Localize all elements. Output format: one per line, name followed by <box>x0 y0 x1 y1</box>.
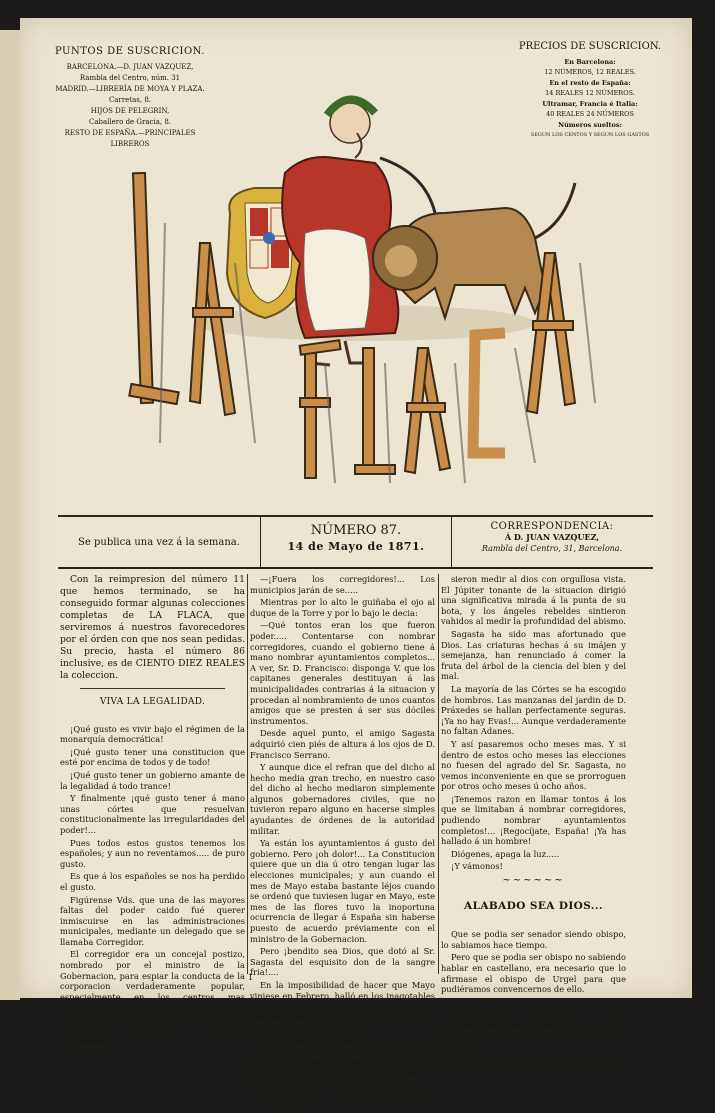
paragraph: Y finalmente ¡qué gusto tener á mano unas córtes que resuelvan constitucionalmente las irregularidades del poder!... <box>60 793 245 835</box>
paragraph: Es que á los españoles se nos ha perdido el gusto. <box>60 871 245 892</box>
newspaper-page <box>20 18 692 1111</box>
paragraph: Vanamente los cimbrios (Martos á la cabeza) qui- <box>250 1089 435 1111</box>
paragraph: Pero ¡bendito sea Dios, que dotó al Sr. Sagasta del esquisito don de la sangre fria!.... <box>250 946 435 978</box>
correspondence-title: CORRESPONDENCIA: <box>490 521 614 532</box>
issue-number: NÚMERO 87. <box>310 523 402 538</box>
adjacent-page-edge <box>0 30 20 1000</box>
price-line: Números sueltos: <box>558 120 622 129</box>
sub-line: Rambla del Centro, núm. 31 <box>79 74 181 82</box>
sub-line: BARCELONA.—D. JUAN VAZQUEZ, <box>66 63 194 71</box>
paragraph: Sagasta ha sido mas afortunado que Dios. Las criaturas hechas á su imájen y semejanza, han renunciado á comer la fruta del árbol de la ciencia del bien y del mal. <box>441 628 626 682</box>
sub-line: Carretas, 8. <box>108 96 152 104</box>
paragraph: Cambia el régimen político de España, y cata ahí al celebérrimo D. Práxedes esclamando: <box>60 1015 245 1047</box>
paragraph: Desde aquel punto, el amigo Sagasta adquirió cien piés de altura á los ojos de D. Francisco Serrano. <box>250 728 435 760</box>
paragraph: Diógenes, apaga la luz..... <box>451 848 560 859</box>
price-line: Ultramar, Francia é Italia: <box>542 99 638 108</box>
masthead-illustration <box>105 63 605 483</box>
paragraph: Ya están los ayuntamientos á gusto del gobierno. Pero ¡oh dolor!... La Constitucion quiere que un dia ú otro tengan lugar las elecciones municipales; y aun cuando el mes de Mayo estaba bastante léjos cuando se ordenó que tuviesen lugar en Mayo, este mes de las flores tuvo la inoportuna ocurrencia de llegar á España sin haberse puesto de acuerdo préviamente con el ministro de la Gobernacion. <box>250 838 435 944</box>
section-heading-alabado: ALABADO SEA DIOS... <box>464 899 603 912</box>
paragraph: ¡Tenemos razon en llamar tontos á los que se limitaban á nombrar corregidores, pudiendo nombrar ayuntamientos completos!... ¡Regocíjate, España! ¡Ya has hallado á un hombre! <box>441 793 626 847</box>
section-heading-legalidad: VIVA LA LEGALIDAD. <box>99 697 206 707</box>
paragraph: ¡Qué gusto tener una constitucion que esté por encima de todos y de todo! <box>60 746 245 768</box>
reprint-notice: Con la reimpresion del número 11 que hemos terminado, se ha conseguido formar algunas colecciones completas de LA FLACA, que serviremos á nuestros favorecedores por el órden con que nos sean pedidas. Su precio, hasta el número 86 inclusive, es de CIENTO DIEZ REALES la coleccion. <box>60 574 245 681</box>
price-line: 12 NÚMEROS, 12 REALES. <box>544 68 636 76</box>
divider <box>80 688 225 689</box>
paragraph: sieron medir al dios con orgullosa vista. El Júpiter tonante de la situacion dirigió una significativa mirada á la punta de su bota, y los ángeles rebeldes sintieron vahidos al medir la profundidad del abismo. <box>441 574 626 627</box>
correspondence-name: Á D. JUAN VAZQUEZ, <box>504 532 600 542</box>
correspondence <box>452 517 652 571</box>
price-line: 40 REALES 24 NÚMEROS <box>546 110 634 118</box>
issue-info <box>261 517 452 567</box>
sub-line: LIBREROS <box>110 140 150 148</box>
price-line: 14 REALES 12 NÚMEROS. <box>545 89 635 97</box>
issue-date: 14 de Mayo de 1871. <box>287 540 425 553</box>
paragraph: Pero que se podia ser obispo no sabiendo hablar en castellano, era necesario que lo afirmase el obispo de Urgel para que pudiéramos convencernos de ello. <box>441 952 626 995</box>
price-line: En Barcelona: <box>564 57 616 66</box>
paragraph: En la imposibilidad de hacer que Mayo viniese en Febrero, halló en los inagotables recursos de su ingenio el modo de que Febrero fuese en Mayo para los efectos de las elecciones municipales. <box>250 979 435 1033</box>
paragraph: —Qué tontos eran los que fueron poder..... Contentarse con nombrar corregidores, cuando el gobierno tiene á mano nombrar ayuntamientos completos... A ver, Sr. D. Francisco: disponga V. que los capitanes generales destituyan á las municipalidades contrarias á la situacion y procedan al nombramiento de unos cuantos amigos que se presten á ser sus dóciles instrumentos. <box>250 620 435 726</box>
paragraph: Mas como su Ilustrísima no sienta proposiciones que no esté en su ánimo demostrar, á la proposicion siguió el ejemplo. <box>441 1009 626 1052</box>
paragraph: La mayoría de las Córtes se ha escogido de hombros. Las manzanas del jardin de D. Práxedes se hallan perfectamente seguras. ¡Ya no hay Evas!... Aunque verdaderamente no faltan Adanes. <box>441 683 626 737</box>
subscription-points-title: PUNTOS DE SUSCRICION. <box>55 46 205 57</box>
paragraph: ¡Y vámonos! <box>451 861 503 872</box>
price-line: En el resto de España: <box>549 78 631 87</box>
paragraph: El Senado en peso pudo convencerse de que el obis- <box>441 1053 626 1075</box>
price-line: SEGUN LOS CENTOS Y SEGUN LOS GASTOS <box>530 132 650 138</box>
paragraph: —¡Fuera los corregidores!... Los municipios jarán de se..... <box>250 574 435 595</box>
paragraph: Y aunque dice el refran que del dicho al hecho media gran trecho, en nuestro caso del dicho al hecho mediaron simplemente algunos gobernadores civiles, que no tuvieron reparo alguno en hacerse simples ayudantes de órdenes de la autoridad militar. <box>250 762 435 836</box>
sub-line: MADRID.—LIBRERÍA DE MOYA Y PLAZA. <box>55 85 205 93</box>
issue-band <box>58 515 653 569</box>
paragraph: Pues todos estos gustos tenemos los españoles; y aun no reventamos..... de puro gusto. <box>60 837 245 869</box>
sub-line: HIJOS DE PELEGRIN, <box>90 107 170 115</box>
correspondence-address: Rambla del Centro, 31, Barcelona. <box>481 544 623 553</box>
paragraph: El corregidor era un concejal postizo, nombrado por el ministro de la Gobernacion, para espiar la conducta de la corporacion verdaderamente popular, especialmente en los centros mas populosos y menos afectos. <box>60 949 245 1013</box>
column-1 <box>60 574 245 1049</box>
paragraph: Figúrense Vds. que una de las mayores faltas del poder caido fué querer inmiscuirse en las administraciones municipales, mediante un delegado que se llamaba Corregidor. <box>60 894 245 947</box>
ornament-divider: ~~~~~~ <box>502 875 565 887</box>
sub-line: RESTO DE ESPAÑA.—PRINCIPALES <box>64 129 196 137</box>
paragraph: El inimitable Sagasta dijo ¡fiat! y la Gaceta se encargó de ser el Génesis de esta nueva creacion, que hoy por hoy se está incubando en los centros gubernativos de la antigua casa de correos. <box>250 1034 435 1088</box>
paragraph: Y así pasaremos ocho meses mas. Y si dentro de estos ocho meses las elecciones no fuesen del agrado del Sr. Sagasta, no vemos inconveniente en que se prorroguen por otros ocho meses ú ocho años. <box>441 738 626 792</box>
paragraph: ¡Qué gusto tener un gobierno amante de la legalidad á todo trance! <box>60 769 245 791</box>
column-3 <box>441 574 626 1077</box>
column-rule <box>438 574 439 974</box>
weekly-notice: Se publica una vez á la semana. <box>58 517 261 567</box>
page-mark: 1 <box>248 973 254 982</box>
subscription-prices-title: PRECIOS DE SUSCRICION. <box>518 41 662 52</box>
column-rule <box>247 574 248 974</box>
paragraph: Que lo afirmase y que lo probase. <box>451 996 593 1007</box>
paragraph: ¡Qué gusto es vivir bajo el régimen de la monarquía democrática! <box>60 723 245 745</box>
paragraph: Mientras por lo alto le guiñaba el ojo al duque de la Torre y por lo bajo le decia: <box>250 597 435 618</box>
paragraph: Que se podia ser senador siendo obispo, lo sabiamos hace tiempo. <box>441 929 626 950</box>
sub-line: Caballero de Gracia, 8. <box>88 118 171 126</box>
column-2 <box>250 574 435 1113</box>
